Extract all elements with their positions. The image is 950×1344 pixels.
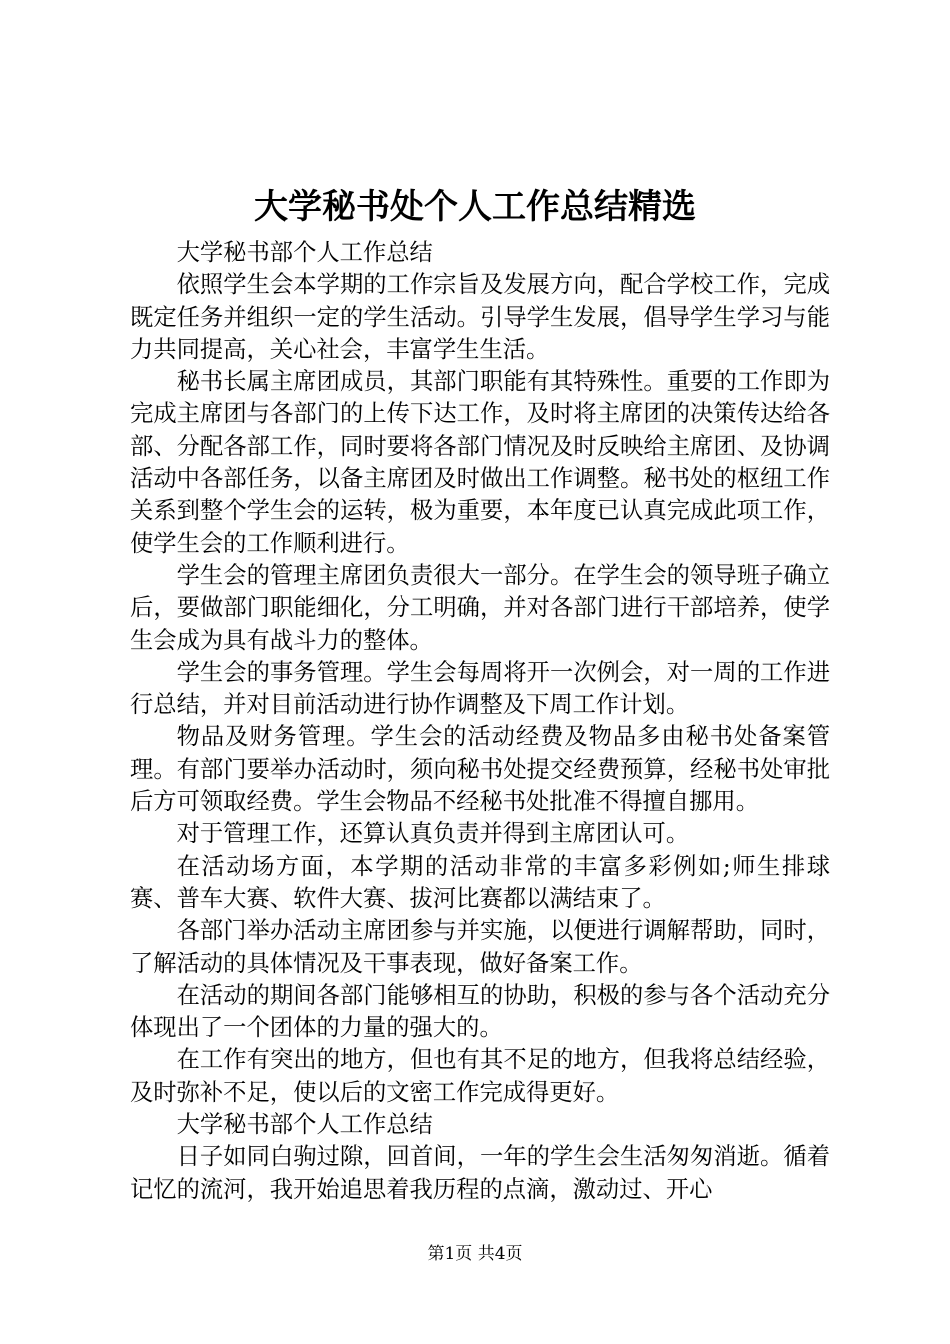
- paragraph: 在活动的期间各部门能够相互的协助，积极的参与各个活动充分体现出了一个团体的力量的强大的。: [130, 981, 830, 1042]
- document-title: 大学秘书处个人工作总结精选: [254, 187, 696, 227]
- paragraph: 学生会的事务管理。学生会每周将开一次例会，对一周的工作进行总结，并对目前活动进行协作调整及下周工作计划。: [130, 658, 830, 719]
- paragraph: 日子如同白驹过隙，回首间，一年的学生会生活匆匆消逝。循着记忆的流河，我开始追思着我历程的点滴，激动过、开心: [130, 1143, 830, 1203]
- paragraph: 大学秘书部个人工作总结: [176, 1111, 433, 1139]
- paragraph: 在工作有突出的地方，但也有其不足的地方，但我将总结经验，及时弥补不足，使以后的文密工作完成得更好。: [130, 1046, 830, 1106]
- paragraph: 秘书长属主席团成员，其部门职能有其特殊性。重要的工作即为完成主席团与各部门的上传下达工作，及时将主席团的决策传达给各部、分配各部工作，同时要将各部门情况及时反映给主席团、及协调活动中各部任务，以备主席团及时做出工作调整。秘书处的枢纽工作关系到整个学生会的运转，极为重要，本年度已认真完成此项工作，使学生会的工作顺利进行。: [130, 368, 830, 557]
- paragraph: 依照学生会本学期的工作宗旨及发展方向，配合学校工作，完成既定任务并组织一定的学生活动。引导学生发展，倡导学生学习与能力共同提高，关心社会，丰富学生生活。: [130, 271, 830, 363]
- paragraph: 在活动场方面，本学期的活动非常的丰富多彩例如;师生排球赛、普车大赛、软件大赛、拔河比赛都以满结束了。: [130, 852, 830, 912]
- paragraph: 各部门举办活动主席团参与并实施，以便进行调解帮助，同时，了解活动的具体情况及干事表现，做好备案工作。: [130, 917, 830, 977]
- page-number-footer: 第1页 共4页: [427, 1244, 523, 1264]
- paragraph: 对于管理工作，还算认真负责并得到主席团认可。: [176, 820, 690, 848]
- paragraph: 学生会的管理主席团负责很大一部分。在学生会的领导班子确立后，要做部门职能细化，分工明确，并对各部门进行干部培养，使学生会成为具有战斗力的整体。: [130, 561, 830, 654]
- paragraph: 大学秘书部个人工作总结: [176, 239, 433, 266]
- document-body: [130, 237, 830, 1206]
- paragraph: 物品及财务管理。学生会的活动经费及物品多由秘书处备案管理。有部门要举办活动时，须向秘书处提交经费预算，经秘书处审批后方可领取经费。学生会物品不经秘书处批准不得擅自挪用。: [130, 723, 830, 816]
